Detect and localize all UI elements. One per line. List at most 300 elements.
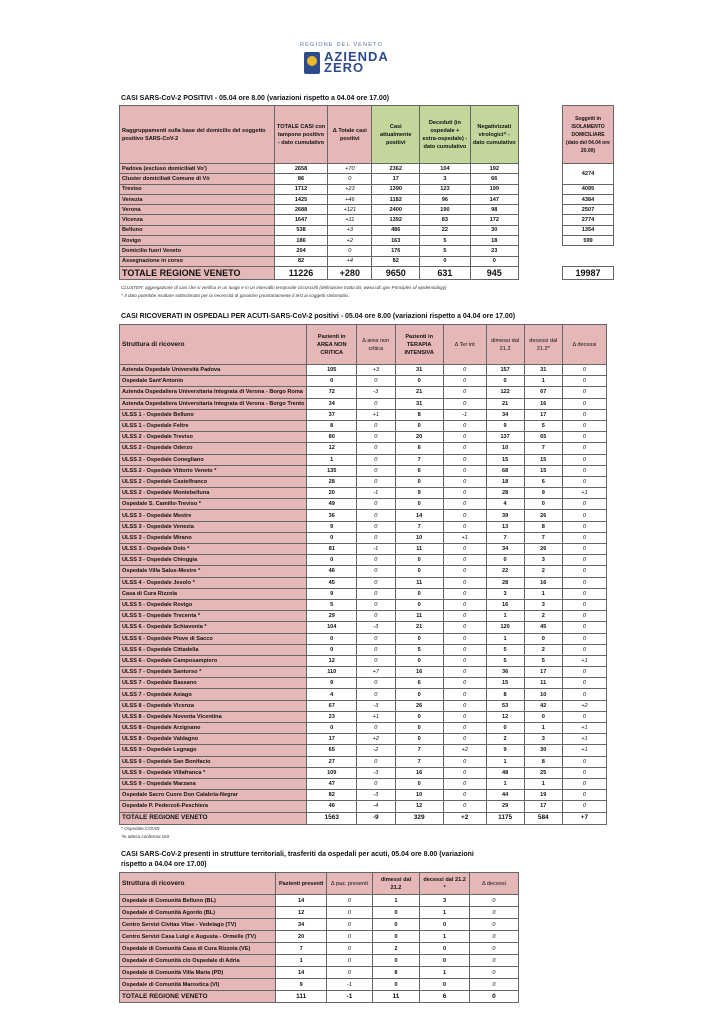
row-value: 9 <box>395 488 443 499</box>
row-value: 82 <box>372 256 420 266</box>
row-value: +46 <box>328 194 372 204</box>
row-value: 0 <box>395 376 443 387</box>
row-value: 29 <box>307 611 357 622</box>
row-value: 0 <box>443 488 486 499</box>
row-value: 22 <box>420 225 470 235</box>
region-line: REGIONE DEL VENETO <box>300 42 384 48</box>
row-value: 110 <box>307 667 357 678</box>
row-value: 12 <box>395 801 443 812</box>
row-value: 18 <box>486 476 524 487</box>
row-value: 46 <box>307 566 357 577</box>
row-label: ULSS 9 - Ospedale Legnago <box>120 745 307 756</box>
row-value: 104 <box>420 164 470 174</box>
row-value: 36 <box>486 667 524 678</box>
row-label: ULSS 8 - Ospedale Valdagno <box>120 734 307 745</box>
row-value: 18 <box>470 236 518 246</box>
row-value: 0 <box>327 907 372 919</box>
row-value: 82 <box>307 790 357 801</box>
row-value: 7 <box>395 756 443 767</box>
row-label: ULSS 4 - Ospedale Jesolo * <box>120 577 307 588</box>
table-row <box>120 236 519 246</box>
row-value: 0 <box>562 778 606 789</box>
t3-header: Pazienti presenti <box>276 873 327 895</box>
row-value: 0 <box>357 566 396 577</box>
row-value: 0 <box>562 577 606 588</box>
row-value: 0 <box>443 644 486 655</box>
row-value: 0 <box>395 711 443 722</box>
row-value: 4 <box>486 499 524 510</box>
row-value: 28 <box>486 577 524 588</box>
table-row <box>120 521 607 532</box>
row-value: 23 <box>470 246 518 256</box>
row-value: 157 <box>486 365 524 376</box>
row-label: Vicenza <box>120 215 275 225</box>
table-row <box>120 225 519 235</box>
azienda-zero-logo <box>296 42 406 82</box>
row-value: 16 <box>395 767 443 778</box>
row-value: 14 <box>395 510 443 521</box>
table-row <box>120 967 519 979</box>
t3-header: decessi dal 21.2 * <box>420 873 469 895</box>
row-value: 86 <box>274 174 328 184</box>
row-value: 11 <box>395 611 443 622</box>
row-value: +1 <box>562 745 606 756</box>
row-value: 0 <box>562 398 606 409</box>
t2-header: Δ area non critica <box>357 325 396 365</box>
row-value: 0 <box>443 566 486 577</box>
row-value: +1 <box>562 488 606 499</box>
row-value: 0 <box>327 967 372 979</box>
row-value: 0 <box>357 555 396 566</box>
row-value: 0 <box>562 790 606 801</box>
row-value: +1 <box>443 532 486 543</box>
row-value: 0 <box>357 420 396 431</box>
total-label: TOTALE REGIONE VENETO <box>120 812 307 824</box>
row-value: 25 <box>524 767 562 778</box>
row-value: 0 <box>469 979 518 991</box>
row-label: Azienda Ospedaliera Universitaria Integrata di Verona - Borgo Roma <box>120 387 307 398</box>
row-value: 0 <box>395 723 443 734</box>
row-value: 0 <box>443 521 486 532</box>
row-value: 34 <box>486 409 524 420</box>
row-value: 0 <box>357 454 396 465</box>
table-row <box>120 555 607 566</box>
row-value: 10 <box>486 443 524 454</box>
row-value: 2 <box>524 611 562 622</box>
row-value: 14 <box>276 895 327 907</box>
row-value: 8 <box>486 689 524 700</box>
row-value: 12 <box>276 907 327 919</box>
t2-header: dimessi dal 21.2 <box>486 325 524 365</box>
row-value: 0 <box>372 931 420 943</box>
table-row <box>120 678 607 689</box>
row-value: 1 <box>486 633 524 644</box>
iso-value: 2507 <box>563 205 614 215</box>
row-value: 0 <box>562 678 606 689</box>
row-value: 80 <box>307 432 357 443</box>
row-label: ULSS 7 - Ospedale Santorso * <box>120 667 307 678</box>
total-value: 329 <box>395 812 443 824</box>
iso-value: 4384 <box>563 194 614 204</box>
row-value: 20 <box>276 931 327 943</box>
row-value: 0 <box>357 376 396 387</box>
t1-note: CLUSTER: aggregazione di casi che si verifica in un luogo e in un intervallo temporale circoscritti (definizione tratta da: www.cdc.gov Principles of epidemiology) <box>121 285 447 290</box>
row-label: Belluno <box>120 225 275 235</box>
iso-value: 4095 <box>563 184 614 194</box>
t3-title-line2: rispetto a 04.04 ore 17.00) <box>121 861 207 868</box>
row-label: ULSS 5 - Ospedale Trecenta * <box>120 611 307 622</box>
t1-note: ^ Il dato potrebbe risultare sottostimato per la necessità di garantire prioritariamente il test ai soggetti sintomatici. <box>121 293 350 298</box>
row-value: 4 <box>307 689 357 700</box>
row-value: 0 <box>470 256 518 266</box>
row-value: 1390 <box>372 184 420 194</box>
logo-mark-icon <box>304 52 320 74</box>
row-value: +1 <box>562 655 606 666</box>
row-value: 0 <box>486 723 524 734</box>
row-value: 17 <box>372 174 420 184</box>
row-value: 0 <box>357 510 396 521</box>
row-value: 1 <box>372 895 420 907</box>
row-value: 14 <box>276 967 327 979</box>
row-value: 0 <box>443 667 486 678</box>
row-value: 0 <box>443 577 486 588</box>
row-label: ULSS 6 - Ospedale Piove di Sacco <box>120 633 307 644</box>
row-value: 0 <box>420 979 469 991</box>
table-row <box>120 465 607 476</box>
row-value: 0 <box>357 611 396 622</box>
row-value: 0 <box>469 919 518 931</box>
row-value: 0 <box>469 895 518 907</box>
row-value: +7 <box>357 667 396 678</box>
row-value: 0 <box>307 723 357 734</box>
row-label: Azienda Ospedaliera Universitaria Integrata di Verona - Borgo Trento <box>120 398 307 409</box>
row-value: 1425 <box>274 194 328 204</box>
t2-title: CASI RICOVERATI IN OSPEDALI PER ACUTI-SARS-CoV-2 positivi - 05.04 ore 8.00 (variazioni rispetto a 04.04 ore 17.00) <box>121 313 516 320</box>
table-row <box>120 499 607 510</box>
table-row <box>120 205 519 215</box>
row-value: 28 <box>486 488 524 499</box>
row-value: 0 <box>328 174 372 184</box>
table-row <box>120 376 607 387</box>
row-value: 0 <box>395 689 443 700</box>
t2-header: decessi dal 21.2* <box>524 325 562 365</box>
row-label: Ospedale S. Camillo-Treviso * <box>120 499 307 510</box>
t1-title: CASI SARS-CoV-2 POSITIVI - 05.04 ore 8.00 (variazioni rispetto a 04.04 ore 17.00) <box>121 95 390 102</box>
row-value: 9 <box>276 979 327 991</box>
row-label: ULSS 6 - Ospedale Camposampiero <box>120 655 307 666</box>
t2-note: * Ospedale COVID <box>121 826 160 831</box>
row-value: 0 <box>443 443 486 454</box>
row-value: 27 <box>307 756 357 767</box>
row-value: 0 <box>357 644 396 655</box>
row-value: 37 <box>307 409 357 420</box>
t2-header: Δ Ter int <box>443 325 486 365</box>
total-value: 1563 <box>307 812 357 824</box>
t3-header: Struttura di ricovero <box>120 873 276 895</box>
row-value: +1 <box>562 723 606 734</box>
row-value: 176 <box>372 246 420 256</box>
table-row <box>120 919 519 931</box>
row-value: -3 <box>357 767 396 778</box>
row-value: 0 <box>562 465 606 476</box>
row-value: 135 <box>307 465 357 476</box>
row-value: +3 <box>357 365 396 376</box>
row-value: 0 <box>327 955 372 967</box>
row-value: 0 <box>395 420 443 431</box>
row-value: 0 <box>562 689 606 700</box>
row-value: 3 <box>420 174 470 184</box>
row-value: 9 <box>486 745 524 756</box>
row-value: 0 <box>395 555 443 566</box>
row-value: 47 <box>307 778 357 789</box>
row-value: 0 <box>443 454 486 465</box>
row-value: 98 <box>470 205 518 215</box>
row-value: 0 <box>562 476 606 487</box>
table-row <box>120 644 607 655</box>
t1-header: TOTALE CASI con tampone positivo - dato cumulativo <box>274 106 328 164</box>
row-label: ULSS 5 - Ospedale Rovigo <box>120 599 307 610</box>
row-value: 0 <box>443 510 486 521</box>
row-value: 83 <box>420 215 470 225</box>
row-value: 10 <box>395 532 443 543</box>
row-value: +3 <box>328 225 372 235</box>
row-value: 0 <box>420 943 469 955</box>
row-label: Venezia <box>120 194 275 204</box>
row-value: 486 <box>372 225 420 235</box>
row-value: 23 <box>307 711 357 722</box>
table-row <box>120 622 607 633</box>
row-value: 5 <box>307 599 357 610</box>
t3-header: Δ decessi <box>469 873 518 895</box>
table-row <box>120 409 607 420</box>
row-value: 5 <box>420 246 470 256</box>
row-value: 0 <box>469 955 518 967</box>
row-value: 12 <box>486 711 524 722</box>
row-label: ULSS 9 - Ospedale Villafranca * <box>120 767 307 778</box>
row-value: 5 <box>395 644 443 655</box>
row-value: 0 <box>357 778 396 789</box>
row-value: 1 <box>420 967 469 979</box>
table-row <box>120 420 607 431</box>
total-value: -1 <box>327 991 372 1003</box>
row-value: -3 <box>357 622 396 633</box>
row-value: 0 <box>395 778 443 789</box>
row-value: 0 <box>443 678 486 689</box>
row-value: 5 <box>524 420 562 431</box>
table-row <box>120 700 607 711</box>
row-label: Ospedale P. Pederzoli-Peschiera <box>120 801 307 812</box>
row-value: 17 <box>524 667 562 678</box>
row-value: 45 <box>524 622 562 633</box>
row-value: 8 <box>395 409 443 420</box>
table-row <box>120 801 607 812</box>
row-value: 9 <box>486 420 524 431</box>
table-row <box>120 454 607 465</box>
row-value: 15 <box>524 465 562 476</box>
total-value: +280 <box>328 266 372 279</box>
row-label: Ospedale Villa Salus-Mestre * <box>120 566 307 577</box>
row-value: 16 <box>524 577 562 588</box>
row-value: 0 <box>443 767 486 778</box>
row-value: 0 <box>357 521 396 532</box>
row-value: 190 <box>420 205 470 215</box>
row-value: 6 <box>395 678 443 689</box>
row-value: 0 <box>443 622 486 633</box>
row-value: 0 <box>357 588 396 599</box>
row-value: 9 <box>524 488 562 499</box>
row-value: 199 <box>470 184 518 194</box>
table-row <box>120 943 519 955</box>
row-value: 0 <box>562 644 606 655</box>
row-value: 0 <box>562 443 606 454</box>
row-value: 0 <box>357 599 396 610</box>
total-value: 631 <box>420 266 470 279</box>
row-label: Azienda Ospedale Università Padova <box>120 365 307 376</box>
iso-value: 4274 <box>563 164 614 185</box>
row-value: 0 <box>443 465 486 476</box>
row-value: 42 <box>524 700 562 711</box>
row-value: 22 <box>486 566 524 577</box>
row-value: 7 <box>486 532 524 543</box>
row-value: 0 <box>372 907 420 919</box>
table-row <box>120 256 519 266</box>
row-value: 3 <box>420 895 469 907</box>
row-value: 0 <box>357 689 396 700</box>
row-value: 0 <box>562 588 606 599</box>
row-value: -1 <box>357 544 396 555</box>
total-value: +7 <box>562 812 606 824</box>
row-label: ULSS 2 - Ospedale Oderzo <box>120 443 307 454</box>
row-value: 0 <box>562 387 606 398</box>
table-row <box>120 611 607 622</box>
row-value: 9 <box>307 588 357 599</box>
row-value: +1 <box>357 409 396 420</box>
row-value: 120 <box>486 622 524 633</box>
row-value: 10 <box>395 790 443 801</box>
table-row <box>120 476 607 487</box>
table-row <box>120 215 519 225</box>
table-row <box>120 907 519 919</box>
t2-header: Pazienti in AREA NON CRITICA <box>307 325 357 365</box>
row-value: 7 <box>524 532 562 543</box>
row-value: 8 <box>372 967 420 979</box>
row-label: Verona <box>120 205 275 215</box>
row-value: 2688 <box>274 205 328 215</box>
row-value: 82 <box>274 256 328 266</box>
row-value: 0 <box>307 532 357 543</box>
row-value: 81 <box>307 544 357 555</box>
row-value: 13 <box>486 521 524 532</box>
row-value: 147 <box>470 194 518 204</box>
row-label: ULSS 1 - Ospedale Feltre <box>120 420 307 431</box>
row-label: ULSS 3 - Ospedale Mestre <box>120 510 307 521</box>
row-value: 49 <box>307 499 357 510</box>
row-value: 0 <box>395 734 443 745</box>
row-value: 1 <box>486 611 524 622</box>
row-label: ULSS 2 - Ospedale Vittorio Veneto * <box>120 465 307 476</box>
row-label: ULSS 7 - Ospedale Asiago <box>120 689 307 700</box>
row-value: 0 <box>443 655 486 666</box>
row-value: 0 <box>443 588 486 599</box>
row-value: 3 <box>486 588 524 599</box>
row-value: 20 <box>395 432 443 443</box>
row-value: 19 <box>524 790 562 801</box>
row-value: 45 <box>307 577 357 588</box>
logo-name: AZIENDA ZERO <box>324 49 389 75</box>
row-value: -2 <box>357 745 396 756</box>
total-value: 11226 <box>274 266 328 279</box>
total-value: 0 <box>469 991 518 1003</box>
t1-header: Raggruppamenti sulla base del domicilio del soggetto positivo SARS-CoV-2 <box>120 106 275 164</box>
row-value: 3 <box>524 555 562 566</box>
table-row <box>120 387 607 398</box>
row-value: -1 <box>443 409 486 420</box>
row-value: 0 <box>524 499 562 510</box>
row-value: 0 <box>372 919 420 931</box>
row-label: ULSS 8 - Ospedale Arzignano <box>120 723 307 734</box>
row-label: ULSS 3 - Ospedale Mirano <box>120 532 307 543</box>
table-row <box>120 246 519 256</box>
row-value: 163 <box>372 236 420 246</box>
row-value: 1 <box>524 588 562 599</box>
table-row <box>120 633 607 644</box>
row-value: 12 <box>307 443 357 454</box>
row-value: 204 <box>274 246 328 256</box>
row-value: 9 <box>307 678 357 689</box>
row-value: 0 <box>357 432 396 443</box>
row-value: 0 <box>357 756 396 767</box>
total-value: 945 <box>470 266 518 279</box>
row-value: 0 <box>372 979 420 991</box>
row-value: -3 <box>357 790 396 801</box>
row-value: 0 <box>443 555 486 566</box>
row-value: 0 <box>327 943 372 955</box>
row-value: 0 <box>562 432 606 443</box>
row-label: Cluster domiciliati Comune di Vò <box>120 174 275 184</box>
row-value: 0 <box>443 476 486 487</box>
row-value: 0 <box>562 622 606 633</box>
row-value: 15 <box>486 454 524 465</box>
row-label: Rovigo <box>120 236 275 246</box>
row-value: 1712 <box>274 184 328 194</box>
row-value: 11 <box>524 678 562 689</box>
t3-header: dimessi dal 21.2 <box>372 873 420 895</box>
row-label: ULSS 9 - Ospedale Marzana <box>120 778 307 789</box>
row-value: 0 <box>443 499 486 510</box>
row-value: 0 <box>562 521 606 532</box>
row-value: 0 <box>307 555 357 566</box>
row-value: 17 <box>524 409 562 420</box>
row-label: Ospedale di Comunità Casa di Cura Rizzola (VE) <box>120 943 276 955</box>
table-row <box>120 164 519 174</box>
row-value: 0 <box>443 544 486 555</box>
row-value: 0 <box>443 387 486 398</box>
row-value: +2 <box>443 745 486 756</box>
row-value: 0 <box>395 655 443 666</box>
row-value: 96 <box>420 194 470 204</box>
row-label: Centro Servizi Civitas Vitae - Vedelago (TV) <box>120 919 276 931</box>
row-value: 10 <box>524 689 562 700</box>
row-value: -3 <box>357 387 396 398</box>
t1-header: Deceduti (in ospedale + extra-ospedale) - dato cumulativo <box>420 106 470 164</box>
row-value: 0 <box>420 955 469 967</box>
row-value: 26 <box>524 510 562 521</box>
row-value: 7 <box>276 943 327 955</box>
table-row <box>120 588 607 599</box>
row-value: 29 <box>486 801 524 812</box>
row-value: 1 <box>420 931 469 943</box>
row-value: 0 <box>562 756 606 767</box>
